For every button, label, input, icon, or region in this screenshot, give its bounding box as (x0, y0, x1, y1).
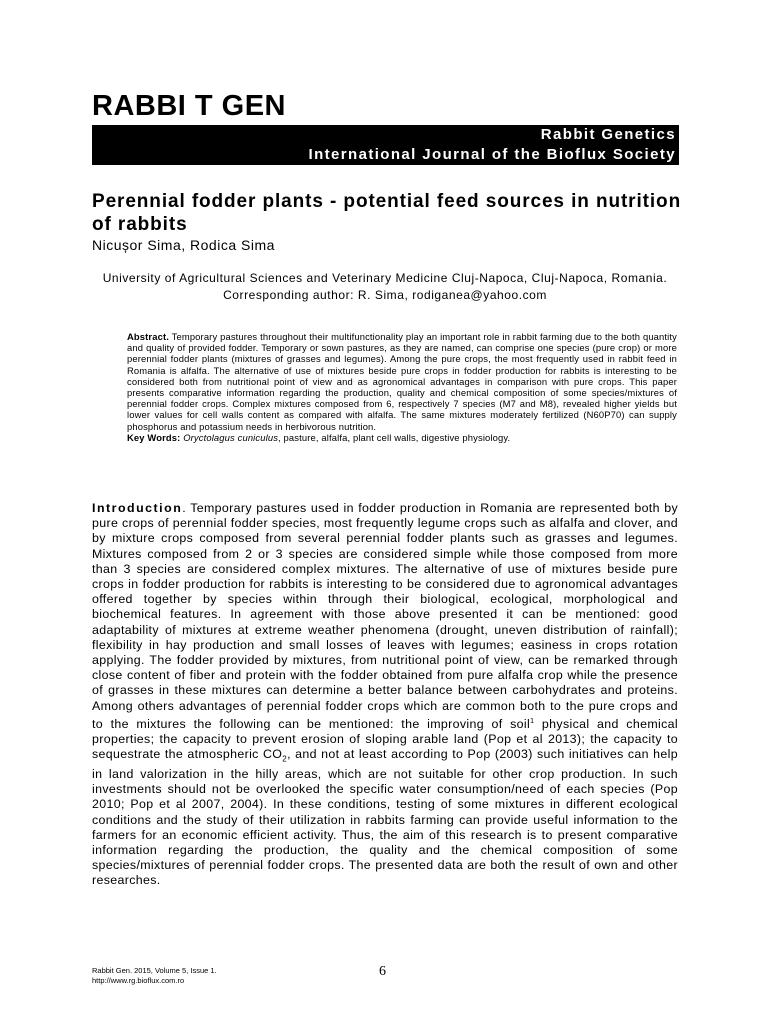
keywords-species: Oryctolagus cuniculus (183, 431, 279, 443)
article-title: Perennial fodder plants - potential feed sources in nutrition of rabbits (92, 191, 682, 235)
footnote-marker: 1 (530, 717, 535, 725)
co2-subscript: 2 (282, 754, 288, 764)
keywords-text: , pasture, alfalfa, plant cell walls, digestive physiology. (278, 431, 511, 443)
abstract-block (127, 331, 677, 443)
abstract-label: Abstract. (127, 331, 169, 342)
introduction-text-part3: , and not at least according to Pop (2003) such initiatives can help in land valorization in the hilly areas, which are not suitable for other crop production. In such investments should not be overlooked the specific water consumption/need of each species (Pop 2010; Pop et al 2007, 2004). In these conditions, testing of some mixtures in different ecological conditions and the study of their utilization in rabbits farming can provide useful information to the farmers for an economic efficient activity. Thus, the aim of this research is to present comparative information regarding the production, the quality and the chemical composition of some species/mixtures of perennial fodder crops. The presented data are both the result of own and other researches. (92, 747, 678, 888)
footer-citation: Rabbit Gen. 2015, Volume 5, Issue 1. (92, 966, 217, 975)
banner-journal-name: Rabbit Genetics (540, 126, 676, 143)
journal-banner (92, 125, 679, 165)
journal-short-title: RABBI T GEN (92, 90, 286, 122)
introduction-label: Introduction (92, 501, 183, 515)
page-number: 6 (379, 964, 386, 979)
footer-url: http://www.rg.bioflux.com.ro (92, 976, 185, 985)
banner-society-name: International Journal of the Bioflux Society (308, 146, 676, 163)
keywords-label: Key Words: (127, 431, 181, 443)
introduction-text-part1: . Temporary pastures used in fodder production in Romania are represented both by pure crops of perennial fodder species, most frequently legume crops such as alfalfa and clover, and by mixture crops composed from several perennial fodder plants such as grasses and legumes. Mixtures composed from 2 or 3 species are considered simple while those composed from more than 3 species are considered complex mixtures. The alternative of use of mixtures beside pure crops in fodder production for rabbits is interesting to be considered due to agronomical advantages offered together by species within through their biological, ecological, morphological and biochemical features. In agreement with those above presented it can be mentioned: good adaptability of mixtures at extreme weather phenomena (drought, uneven distribution of rainfall); flexibility in hay production and small losses of leaves with legumes; easiness in crops rotation applying. The fodder provided by mixtures, from nutritional point of view, can be remarked through close content of fiber and protein with the fodder obtained from pure alfalfa crop while the presence of grasses in these mixtures can determine a better balance between carbohydrates and proteins. Among others advantages of perennial fodder crops which are common both to the pure crops and to the mixtures the following can be mentioned: the improving of soil (92, 501, 678, 731)
keywords-line (127, 432, 677, 443)
abstract-text: Temporary pastures throughout their multifunctionality play an important role in rabbit farming due to the both quantity and quality of provided fodder. Temporary or sown pastures, as they are named, can comprise one species (pure crop) or more perennial fodder plants (mixtures of grasses and legumes). Among the pure crops, the most frequently used in rabbit feed in Romania is alfalfa. The alternative of use of mixtures beside pure crops in fodder production for rabbits is interesting to be considered both from nutritional point of view and as agronomical advantages in comparison with pure crops. This paper presents comparative information regarding the production, quality and chemical composition of some species/mixtures of perennial fodder crops. Complex mixtures composed from 6, respectively 7 species (M7 and M8), revealed higher yields but lower values for cell walls content as compared with alfalfa. The same mixtures moderately fertilized (N60P70) can supply phosphorus and potassium needs in herbivorous nutrition. (127, 331, 677, 432)
footer-citation-block (92, 966, 217, 986)
introduction-section (92, 501, 678, 889)
author-affiliation: University of Agricultural Sciences and Veterinary Medicine Cluj-Napoca, Cluj-Napoca, Romania. Corresponding author: R. Sima, rodiganea@yahoo.com (102, 271, 668, 302)
article-authors: Nicușor Sima, Rodica Sima (92, 237, 275, 253)
introduction-text-part2: physical and chemical properties; the capacity to prevent erosion of sloping arable land (Pop et al 2013); the capacity to sequestrate the atmospheric CO (92, 716, 678, 762)
